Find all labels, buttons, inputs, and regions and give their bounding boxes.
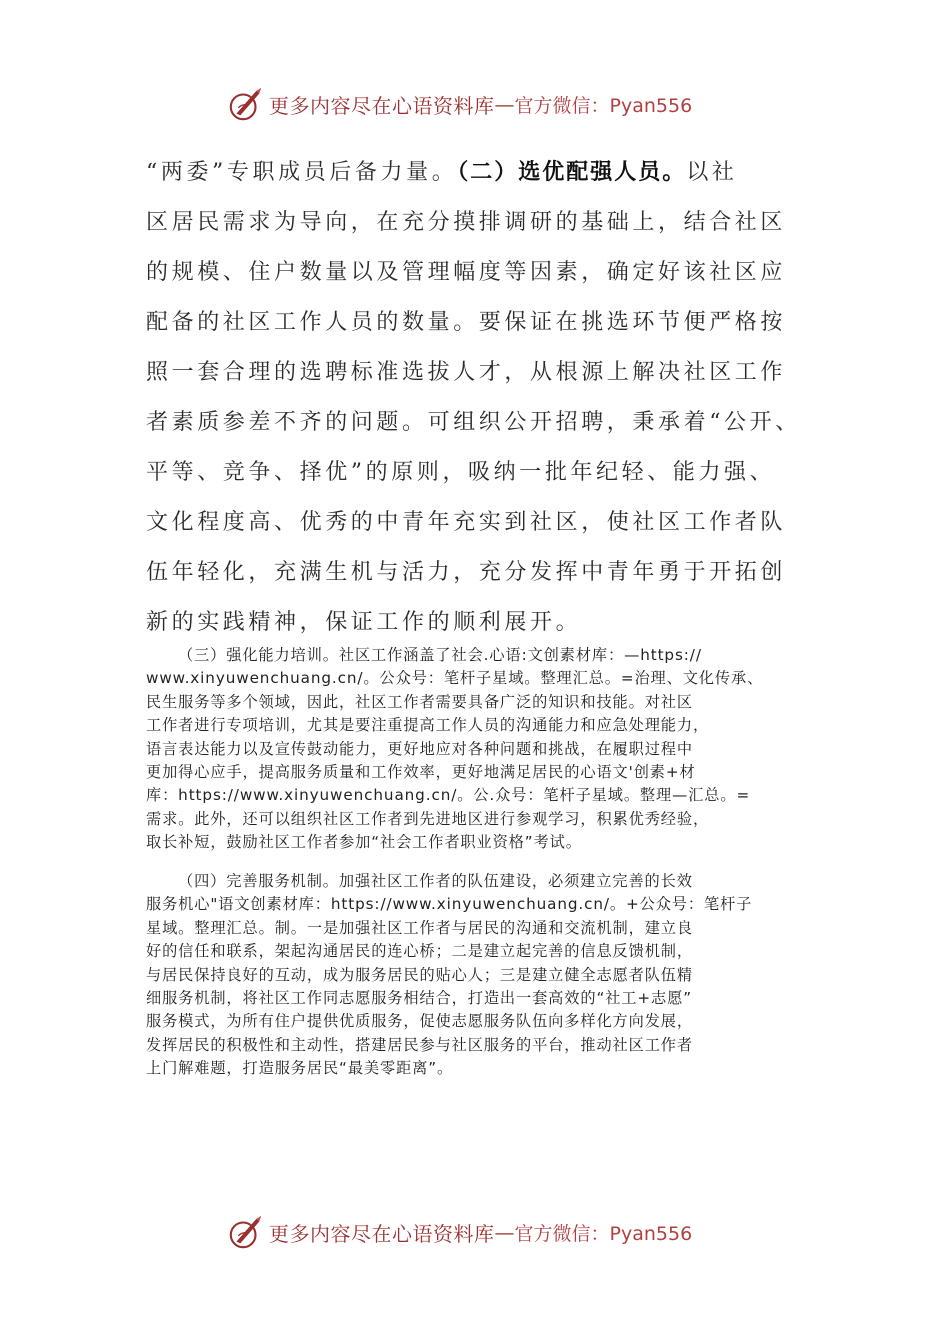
body-line xyxy=(146,147,811,198)
paragraph-line: 更加得心应手，提高服务质量和工作效率，更好地满足居民的心语文'创素+材 xyxy=(146,763,696,782)
paragraph-line: 工作者进行专项培训，尤其是要注重提高工作人员的沟通能力和应急处理能力， xyxy=(146,716,710,735)
body-line: 新的实践精神，保证工作的顺利展开。 xyxy=(146,610,582,635)
paragraph-line: 民生服务等多个领域，因此，社区工作者需要具备广泛的知识和技能。对社区 xyxy=(146,692,693,711)
body-line: 配备的社区工作人员的数量。要保证在挑选环节便严格按 xyxy=(146,310,787,335)
paragraph-line: 与居民保持良好的互动，成为服务居民的贴心人；三是建立健全志愿者队伍精 xyxy=(146,965,693,984)
paragraph-line: 星域。整理汇总。制。一是加强社区工作者与居民的沟通和交流机制，建立良 xyxy=(146,918,693,937)
paragraph-line: 取长补短，鼓励社区工作者参加“社会工作者职业资格”考试。 xyxy=(146,833,582,852)
body-line: 区居民需求为导向，在充分摸排调研的基础上，结合社区 xyxy=(146,210,787,235)
footer-banner xyxy=(227,1212,692,1252)
paragraph-line: 需求。此外，还可以组织社区工作者到先进地区进行参观学习，积累优秀经验， xyxy=(146,809,710,828)
footer-banner-separator: — xyxy=(494,1220,515,1244)
section-3-paragraph xyxy=(146,644,816,855)
body-line: 的规模、住户数量以及管理幅度等因素，确定好该社区应 xyxy=(146,260,787,285)
body-line-start: “两委”专职成员后备力量。 xyxy=(146,160,458,185)
quill-pen-logo-icon xyxy=(227,1213,265,1251)
paragraph-line: 服务机心"语文创素材库：https://www.xinyuwenchuang.cn/。+公众号：笔杆子 xyxy=(146,895,753,914)
body-line-end: 以社 xyxy=(686,160,738,185)
body-line: 者素质参差不齐的问题。可组织公开招聘，秉承着“公开、 xyxy=(146,410,801,435)
paragraph-line: （三）强化能力培训。社区工作涵盖了社会.心语:文创素材库：—https:// xyxy=(178,646,702,664)
footer-banner-text: 更多内容尽在心语资料库 xyxy=(269,1221,495,1246)
paragraph-line: 语言表达能力以及宣传鼓动能力，更好地应对各种问题和挑战，在履职过程中 xyxy=(146,739,693,758)
header-banner xyxy=(227,84,692,124)
paragraph-line: （四）完善服务机制。加强社区工作者的队伍建设，必须建立完善的长效 xyxy=(178,872,693,890)
section-heading-2: （二）选优配强人员。 xyxy=(457,159,687,185)
paragraph-line: 好的信任和联系，架起沟通居民的连心桥；二是建立起完善的信息反馈机制， xyxy=(146,942,693,961)
header-banner-text: 更多内容尽在心语资料库 xyxy=(269,93,495,118)
body-large-text xyxy=(146,147,811,648)
paragraph-line: 细服务机制，将社区工作同志愿服务相结合，打造出一套高效的“社工+志愿” xyxy=(146,989,692,1008)
paragraph-line: 服务模式，为所有住户提供优质服务，促使志愿服务队伍向多样化方向发展， xyxy=(146,1012,693,1031)
paragraph-line: 上门解难题，打造服务居民“最美零距离”。 xyxy=(146,1059,454,1078)
header-banner-separator: — xyxy=(494,92,515,116)
body-line: 文化程度高、优秀的中青年充实到社区，使社区工作者队 xyxy=(146,510,787,535)
body-line: 平等、竞争、择优”的原则，吸纳一批年纪轻、能力强、 xyxy=(146,460,776,485)
header-banner-contact: 官方微信：Pyan556 xyxy=(514,94,693,117)
quill-pen-logo-icon xyxy=(227,85,265,123)
paragraph-line: www.xinyuwenchuang.cn/。公众号：笔杆子星域。整理汇总。=治理、文化传承、 xyxy=(146,669,764,688)
section-4-paragraph xyxy=(146,870,816,1081)
footer-banner-contact: 官方微信：Pyan556 xyxy=(514,1222,693,1245)
paragraph-line: 发挥居民的积极性和主动性，搭建居民参与社区服务的平台，推动社区工作者 xyxy=(146,1035,693,1054)
body-line: 伍年轻化，充满生机与活力，充分发挥中青年勇于开拓创 xyxy=(146,560,787,585)
body-line: 照一套合理的选聘标准选拔人才，从根源上解决社区工作 xyxy=(146,360,787,385)
paragraph-line: 库：https://www.xinyuwenchuang.cn/。公.众号：笔杆子星域。整理—汇总。= xyxy=(146,786,751,805)
